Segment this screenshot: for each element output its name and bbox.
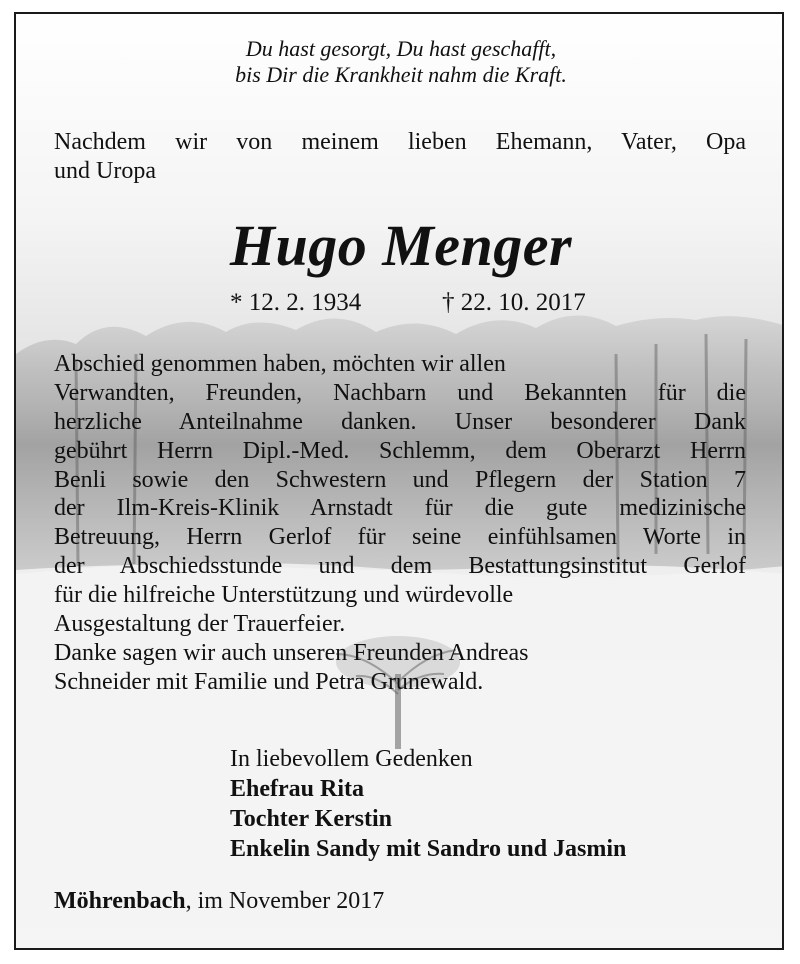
place-name: Möhrenbach <box>54 888 186 914</box>
message-line: Betreuung, Herrn Gerlof für seine einfühlsamen Worte in <box>54 524 746 551</box>
intro-line: und Uropa <box>54 158 156 184</box>
message-line: Benli sowie den Schwestern und Pflegern der Station 7 <box>54 466 746 493</box>
message-line: herzliche Anteilnahme danken. Unser besonderer Dank <box>54 408 746 435</box>
message-line: Ausgestaltung der Trauerfeier. <box>54 611 346 638</box>
message-line: Verwandten, Freunden, Nachbarn und Bekannten für die <box>54 379 746 406</box>
message-line: gebührt Herrn Dipl.-Med. Schlemm, dem Oberarzt Herrn <box>54 437 746 464</box>
motto-verse <box>16 36 784 88</box>
mourner-name: Ehefrau Rita <box>230 776 364 802</box>
deceased-name: Hugo Menger <box>229 213 573 278</box>
date-text: , im November 2017 <box>185 888 385 914</box>
signoff-intro: In liebevollem Gedenken <box>230 746 473 772</box>
death-date: † 22. 10. 2017 <box>442 289 586 316</box>
message-line: der Ilm-Kreis-Klinik Arnstadt für die gute medizinische <box>54 495 746 522</box>
message-line: Schneider mit Familie und Petra Grunewald. <box>54 668 484 695</box>
birth-date: * 12. 2. 1934 <box>230 289 362 316</box>
motto-line: bis Dir die Krankheit nahm die Kraft. <box>235 62 567 87</box>
mourner-name: Tochter Kerstin <box>230 806 392 832</box>
message-line: für die hilfreiche Unterstützung und würdevolle <box>54 582 514 609</box>
message-line: der Abschiedsstunde und dem Bestattungsinstitut Gerlof <box>54 553 746 580</box>
motto-line: Du hast gesorgt, Du hast geschafft, <box>245 36 557 61</box>
thank-you-message <box>54 350 746 697</box>
obituary-card <box>14 12 784 950</box>
intro-text <box>54 128 746 186</box>
intro-line: Nachdem wir von meinem lieben Ehemann, Vater, Opa <box>54 129 746 155</box>
message-line: Danke sagen wir auch unseren Freunden Andreas <box>54 639 529 666</box>
signoff-block <box>230 744 626 864</box>
mourner-name: Enkelin Sandy mit Sandro und Jasmin <box>230 836 627 862</box>
message-line: Abschied genommen haben, möchten wir allen <box>54 351 506 377</box>
obituary-content <box>16 14 784 950</box>
place-and-date <box>54 886 384 916</box>
